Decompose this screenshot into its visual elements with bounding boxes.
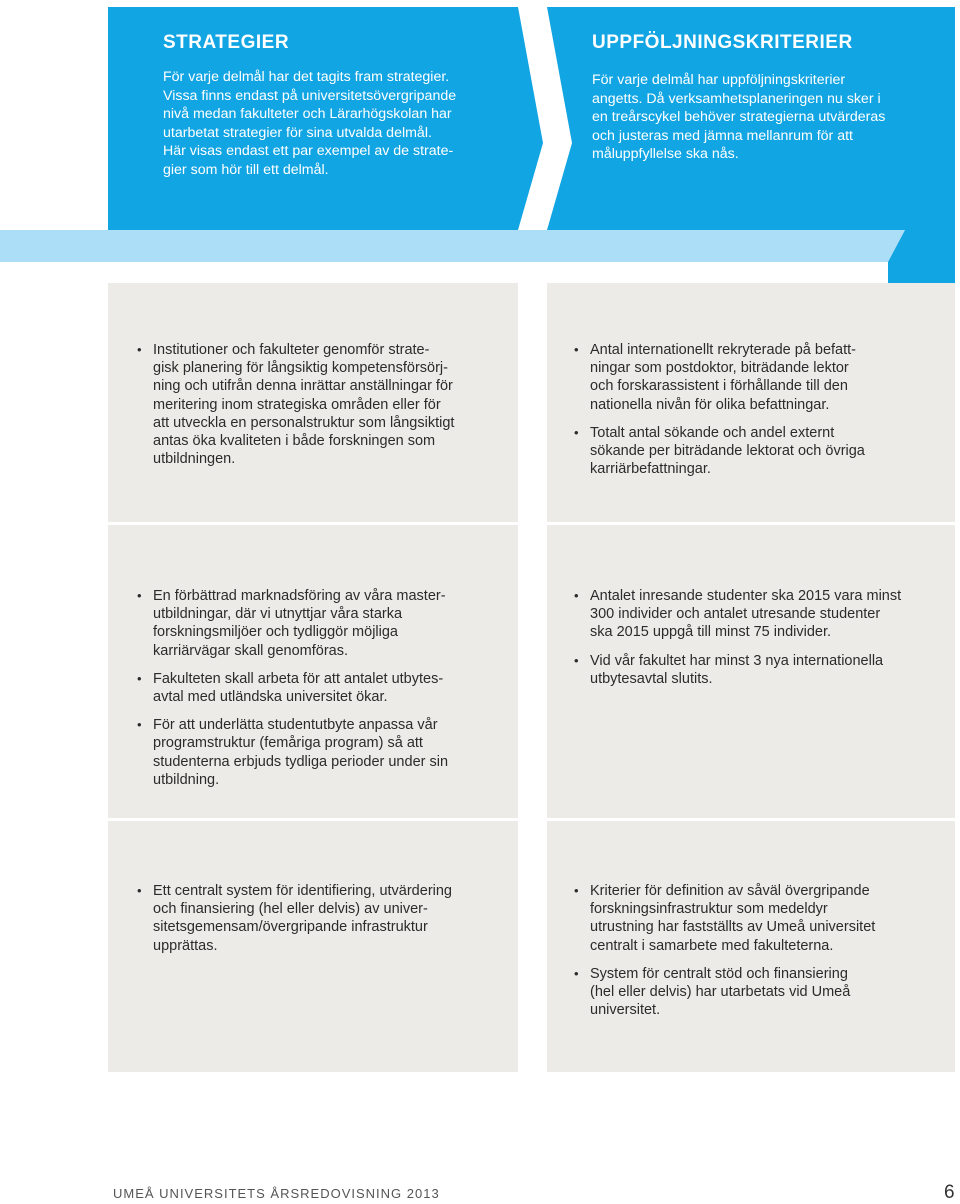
strategy-item: • Ett centralt system för identifiering, utvärdering och finansiering (hel eller delvis) av univer- sitetsgemensam/övergripande infrastruktur upprättas. [137,882,507,955]
strategy-item: • För att underlätta studentutbyte anpassa vår programstruktur (femåriga program) så att studenterna erbjuds tydliga perioder under sin utbildning. [137,716,507,789]
followup-intro-line: en treårscykel behöver strategierna utvärderas [592,109,886,125]
strategy-item: • Institutioner och fakulteter genomför strate- gisk planering för långsiktig kompetensförsörj- ning och utifrån denna inrättar anställningar för meritering inom strategiska områden eller för att utveckla en personalstruktur som långsiktigt antas öka kvaliteten i både forskningen som utbildningen. [137,341,507,468]
followup-intro-line: och justeras med jämna mellanrum för att [592,127,854,144]
strategy-item: • Fakulteten skall arbeta för att antalet utbytes- avtal med utländska universitet ökar. [137,670,507,706]
strategies-intro-line: Vissa finns endast på universitetsövergripande [163,87,457,104]
followup-title: UPPFÖLJNINGSKRITERIER [592,32,853,53]
strategies-title: STRATEGIER [163,32,290,53]
followup-item: • Kriterier för definition av såväl övergripande forskningsinfrastruktur som medeldyr utrustning har fastställts av Umeå universitet centralt i samarbete med fakulteterna. [574,882,944,955]
strategy-list-row-2 [137,587,507,799]
followup-item: • Vid vår fakultet har minst 3 nya internationella utbytesavtal slutits. [574,652,944,688]
strategy-item: • En förbättrad marknadsföring av våra master- utbildningar, där vi utnyttjar våra starka forskningsmiljöer och tydliggör möjliga karriärvägar skall genomföras. [137,587,507,660]
followup-item: • Antalet inresande studenter ska 2015 vara minst 300 individer och antalet utresande studenter ska 2015 uppgå till minst 75 individer. [574,587,944,642]
strategies-intro-line: Här visas endast ett par exempel av de strate- [163,143,454,159]
followup-list-row-1 [574,341,944,488]
strategies-intro [163,68,513,179]
followup-intro-line: måluppfyllelse ska nås. [592,146,739,162]
strategies-intro-line: nivå medan fakulteter och Lärarhögskolan har [163,106,452,122]
strategies-intro-line: utarbetat strategier för sina utvalda delmål. [163,124,432,141]
progress-arrow-band [0,230,905,262]
followup-intro-line: För varje delmål har uppföljningskriterier [592,72,846,88]
followup-item: • Antal internationellt rekryterade på befatt- ningar som postdoktor, biträdande lektor och forskarassistent i förhållande till den nationella nivån för olika befattningar. [574,341,944,414]
report-title: UMEÅ UNIVERSITETS ÅRSREDOVISNING 2013 [113,1186,440,1201]
strategy-list-row-3 [137,882,507,965]
strategies-intro-line: gier som hör till ett delmål. [163,161,329,178]
followup-intro-line: angetts. Då verksamhetsplaneringen nu sker i [592,90,881,107]
followup-list-row-2 [574,587,944,698]
followup-item: • Totalt antal sökande och andel externt sökande per biträdande lektorat och övriga karriärbefattningar. [574,424,944,479]
page-number: 6 [944,1182,955,1203]
followup-list-row-3 [574,882,944,1029]
followup-item: • System för centralt stöd och finansiering (hel eller delvis) har utarbetats vid Umeå universitet. [574,965,944,1020]
strategy-list-row-1 [137,341,507,478]
strategies-intro-line: För varje delmål har det tagits fram strategier. [163,69,450,85]
followup-intro [592,71,942,164]
